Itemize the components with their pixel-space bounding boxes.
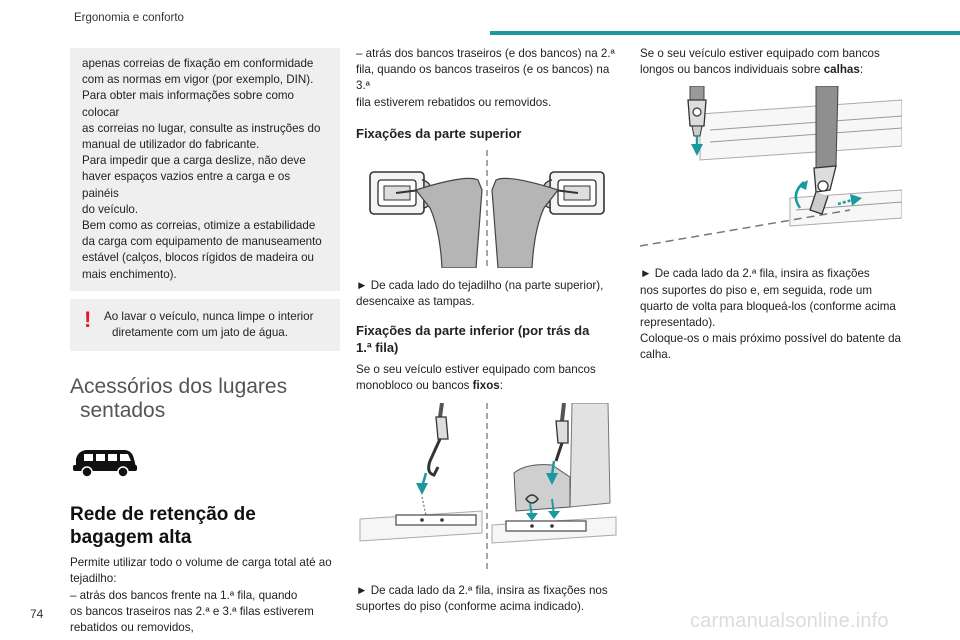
heading-bottom-fixings: Fixações da parte inferior (por trás da 1.ª fila) [356,323,590,356]
caption-line: ► De cada lado do tejadilho (na parte superior), [356,278,604,292]
watermark: carmanualsonline.info [690,610,889,632]
note-box [70,48,340,291]
note-line: manual de utilizador do fabricante. [82,138,260,152]
warning-line: diretamente com um jato de água. [112,326,288,340]
body-line: rebatidos ou removidos, [70,621,194,635]
body-line: Se o seu veículo estiver equipado com bancos [640,47,880,60]
warning-box [70,299,340,351]
body-line: fila estiverem rebatidos ou removidos. [356,95,552,109]
note-line: Para obter mais informações sobre como colocar [82,89,294,119]
note-line: mais enchimento). [82,267,177,281]
top-fixings-illustration [356,150,618,268]
rail-fixings-illustration [640,86,902,256]
note-line: haver espaços vazios entre a carga e os painéis [82,170,291,200]
header-accent-bar [490,31,960,35]
caption-line: Coloque-os o mais próximo possível do batente da [640,332,902,346]
note-line: estável (calços, blocos rígidos de madeira ou [82,251,314,265]
body-line: – atrás dos bancos frente na 1.ª fila, quando [70,588,298,602]
van-icon [70,445,340,485]
page-number: 74 [30,607,44,621]
caption-line: ► De cada lado da 2.ª fila, insira as fixações nos [356,583,608,597]
heading-luggage-net: Rede de retenção de bagagem alta [70,504,256,549]
note-line: da carga com equipamento de manuseamento [82,235,322,249]
caption-line: representado). [640,316,716,330]
body-line: os bancos traseiros nas 2.ª e 3.ª filas estiverem [70,604,314,618]
running-header: Ergonomia e conforto [74,12,184,24]
note-line: com as normas em vigor (por exemplo, DIN). [82,73,314,87]
body-line: tejadilho: [70,572,117,586]
note-line: apenas correias de fixação em conformidade [82,57,314,70]
column-1 [70,48,340,636]
warning-line: Ao lavar o veículo, nunca limpe o interior [104,309,314,323]
column-2 [356,46,618,615]
body-line: monobloco ou bancos fixos: [356,379,503,393]
section-title: Acessórios dos lugares sentados [70,375,288,423]
caption-line: quarto de volta para bloqueá-los (conforme acima [640,299,896,313]
body-line: Permite utilizar todo o volume de carga total até ao [70,556,332,570]
note-line: as correias no lugar, consulte as instruções do [82,121,321,135]
heading-top-fixings: Fixações da parte superior [356,125,522,141]
body-line: Se o seu veículo estiver equipado com bancos [356,363,596,377]
caption-line: calha. [640,348,671,362]
column-3 [640,46,902,364]
note-line: do veículo. [82,202,139,216]
caption-line: ► De cada lado da 2.ª fila, insira as fixações [640,267,870,281]
note-line: Bem como as correias, otimize a estabilidade [82,219,316,233]
body-line: – atrás dos bancos traseiros (e dos bancos) na 2.ª [356,47,615,60]
body-line: longos ou bancos individuais sobre calhas: [640,63,864,77]
note-line: Para impedir que a carga deslize, não deve [82,154,306,168]
warning-exclamation-icon: ! [84,306,92,332]
bottom-fixings-illustration [356,403,618,573]
caption-line: nos suportes do piso e, em seguida, rode um [640,283,873,297]
body-line: fila, quando os bancos traseiros (e os bancos) na 3.ª [356,63,610,93]
caption-line: suportes do piso (conforme acima indicado). [356,599,585,613]
caption-line: desencaixe as tampas. [356,295,475,309]
